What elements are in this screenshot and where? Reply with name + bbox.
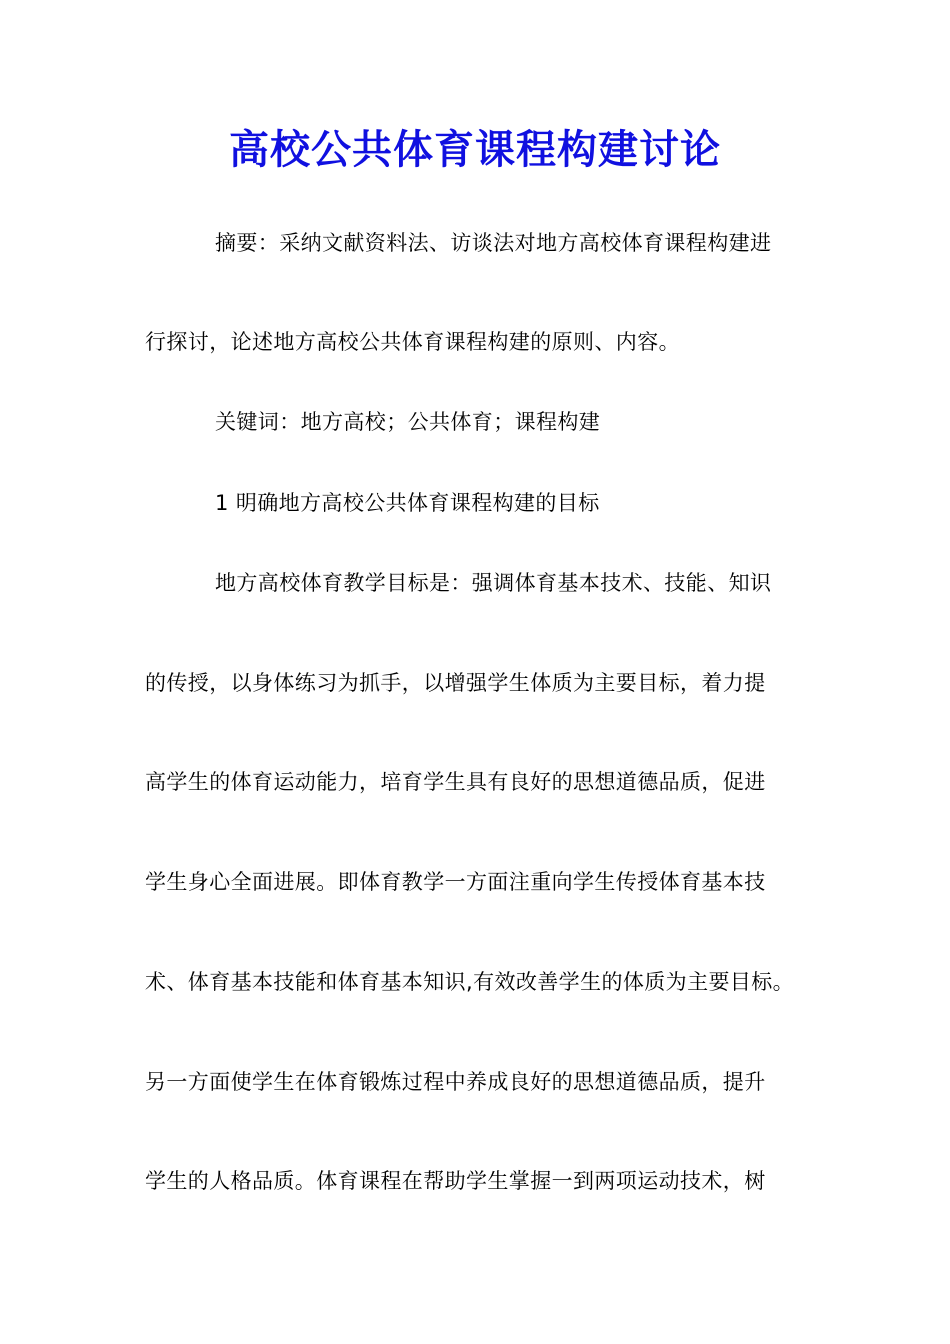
body-line-5: 术、体育基本技能和体育基本知识,有效改善学生的体质为主要目标。 <box>145 970 795 994</box>
abstract-line-1: 摘要：采纳文献资料法、访谈法对地方高校体育课程构建进 <box>215 231 772 255</box>
body-line-6: 另一方面使学生在体育锻炼过程中养成良好的思想道德品质，提升 <box>145 1070 766 1094</box>
body-line-1: 地方高校体育教学目标是：强调体育基本技术、技能、知识 <box>215 571 772 595</box>
body-line-2: 的传授，以身体练习为抓手，以增强学生体质为主要目标，着力提 <box>145 671 766 695</box>
document-title: 高校公共体育课程构建讨论 <box>229 126 721 173</box>
section-heading: 1 明确地方高校公共体育课程构建的目标 <box>215 491 600 515</box>
abstract-line-2: 行探讨，论述地方高校公共体育课程构建的原则、内容。 <box>145 330 680 354</box>
body-line-4: 学生身心全面进展。即体育教学一方面注重向学生传授体育基本技 <box>145 870 766 894</box>
body-line-3: 高学生的体育运动能力，培育学生具有良好的思想道德品质，促进 <box>145 770 766 794</box>
body-line-7: 学生的人格品质。体育课程在帮助学生掌握一到两项运动技术，树 <box>145 1169 766 1193</box>
keywords-line: 关键词：地方高校；公共体育；课程构建 <box>215 410 601 434</box>
